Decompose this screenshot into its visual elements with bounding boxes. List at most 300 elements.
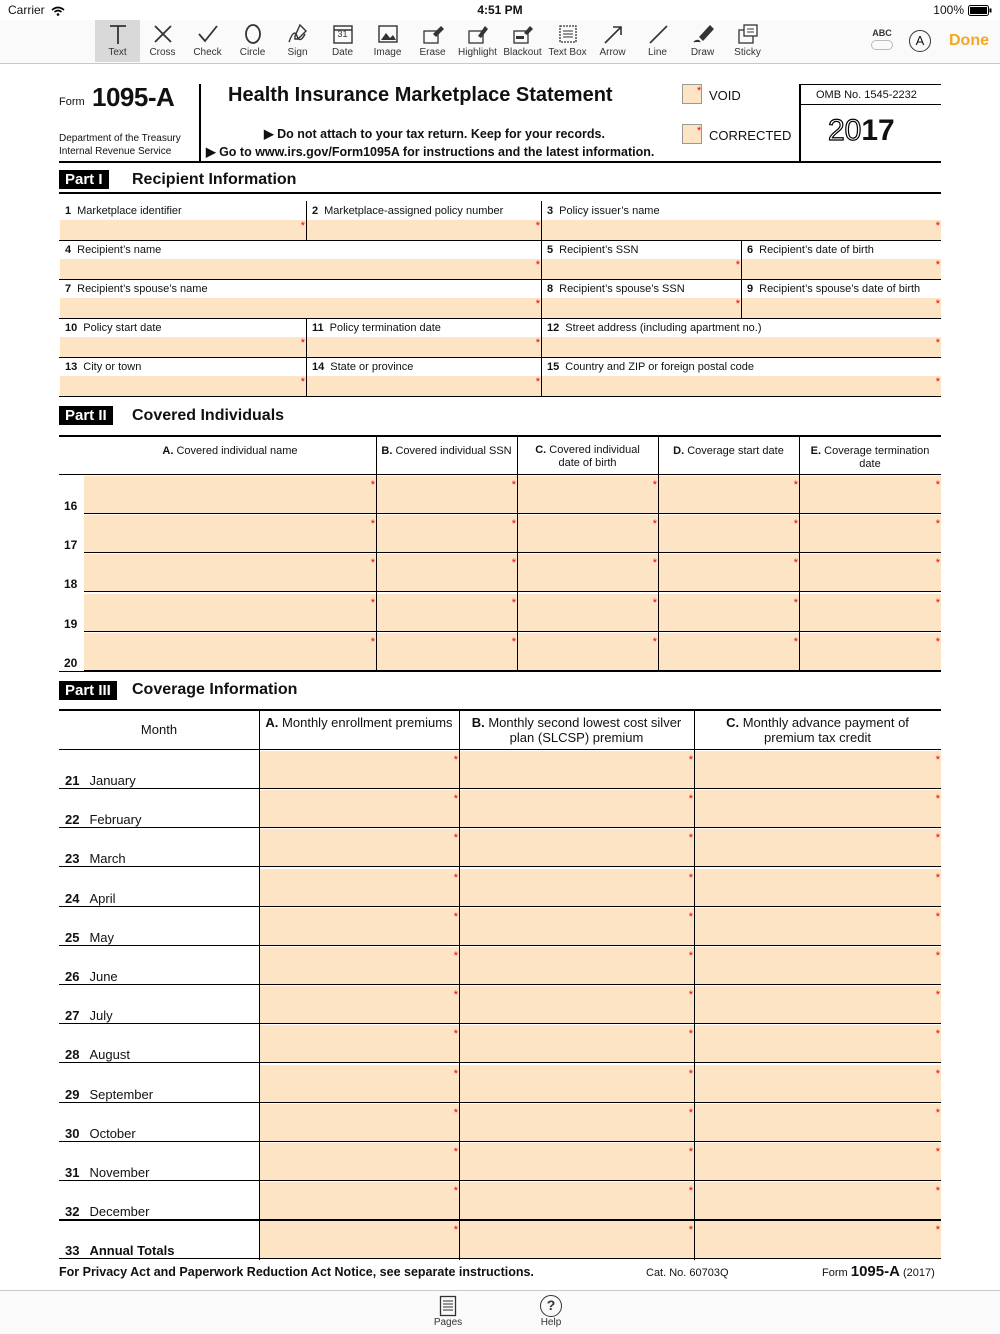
divider [59, 279, 941, 280]
row-17-cell-a[interactable] [84, 515, 376, 552]
erase-tool-label: Erase [419, 47, 446, 58]
required-marker: * [688, 1028, 693, 1041]
row-17-cell-e[interactable] [800, 515, 941, 552]
corrected-checkbox[interactable] [682, 124, 702, 144]
row-18-cell-e[interactable] [800, 554, 941, 591]
column-header-e: E. Coverage termination date [810, 445, 930, 470]
field-12-label: 12 Street address (including apartment no.) [547, 322, 762, 334]
field-3-label: 3 Policy issuer’s name [547, 205, 660, 217]
bottom-toolbar [0, 1290, 1000, 1334]
highlight-tool-button[interactable] [455, 20, 500, 62]
row-20-cell-e[interactable] [800, 633, 941, 670]
month-column-header: Month [140, 722, 178, 737]
month-row-27-cell-b[interactable] [460, 986, 694, 1023]
divider [741, 240, 742, 280]
form-1095a [0, 64, 1000, 1290]
form-title: Health Insurance Marketplace Statement [228, 84, 613, 106]
blackout-icon [511, 22, 535, 46]
erase-tool-button[interactable] [410, 20, 455, 62]
month-row-32-cell-a[interactable] [260, 1182, 459, 1219]
text-box-tool-button[interactable] [545, 20, 590, 62]
date-tool-label: Date [331, 47, 354, 58]
divider [59, 866, 941, 867]
divider [541, 240, 542, 280]
coverage-header-c: C. Monthly advance payment of premium tax credit [726, 715, 909, 745]
instruction-link: ▶ Go to www.irs.gov/Form1095A for instructions and the latest information. [206, 145, 655, 159]
required-marker: * [511, 557, 516, 570]
required-marker: * [370, 557, 375, 570]
text-box-icon [556, 22, 580, 46]
divider [84, 552, 941, 553]
blackout-tool-label: Blackout [503, 47, 542, 58]
required-marker: * [935, 1185, 940, 1198]
divider [306, 357, 307, 397]
help-icon: ? [540, 1295, 562, 1317]
divider [59, 1258, 941, 1259]
field-6-label: 6 Recipient’s date of birth [747, 244, 874, 256]
month-row-23-cell-a[interactable] [260, 829, 459, 866]
line-tool-label: Line [648, 47, 667, 58]
field-1-input[interactable] [60, 220, 306, 240]
required-marker: * [453, 1067, 458, 1080]
field-9-input[interactable] [742, 298, 941, 318]
image-tool-label: Image [373, 47, 402, 58]
month-row-32-cell-b[interactable] [460, 1182, 694, 1219]
sticky-icon [736, 22, 760, 46]
month-row-22-label: 22 February [65, 812, 142, 828]
divider [59, 396, 941, 397]
month-row-32-cell-c[interactable] [695, 1182, 941, 1219]
month-row-27-cell-a[interactable] [260, 986, 459, 1023]
required-marker: * [688, 832, 693, 845]
row-19-cell-e[interactable] [800, 594, 941, 631]
month-row-33-cell-b[interactable] [460, 1221, 694, 1258]
part3-tag: Part III [59, 681, 117, 700]
row-18-number: 18 [64, 577, 78, 592]
check-icon [196, 22, 220, 46]
row-17-cell-b[interactable] [377, 515, 517, 552]
divider [59, 474, 941, 475]
month-row-32-label: 32 December [65, 1204, 150, 1220]
month-row-23-cell-b[interactable] [460, 829, 694, 866]
required-marker: * [935, 635, 940, 648]
required-marker: * [453, 754, 458, 766]
month-row-24-cell-b[interactable] [460, 869, 694, 906]
required-marker: * [688, 1106, 693, 1119]
text-icon [106, 22, 130, 46]
divider [84, 513, 941, 514]
required-marker: * [935, 1146, 940, 1158]
divider [59, 788, 941, 789]
irs-label: Internal Revenue Service [59, 146, 172, 157]
required-marker: * [735, 298, 740, 310]
spellcheck-toggle[interactable]: ABC [866, 28, 898, 50]
row-19-cell-b[interactable] [377, 594, 517, 631]
omb-number: OMB No. 1545-2232 [816, 89, 917, 101]
done-button[interactable]: Done [949, 32, 989, 49]
required-marker: * [300, 376, 305, 388]
divider [59, 709, 941, 711]
arrow-tool-button[interactable] [590, 20, 635, 62]
month-row-25-cell-a[interactable] [260, 908, 459, 945]
month-row-33-label: 33 Annual Totals [65, 1243, 175, 1259]
field-5-input[interactable] [542, 259, 741, 279]
row-17-number: 17 [64, 538, 78, 553]
divider [59, 906, 941, 907]
divider [84, 631, 941, 632]
required-marker: * [511, 596, 516, 609]
required-marker: * [511, 518, 516, 531]
month-row-29-cell-b[interactable] [460, 1065, 694, 1102]
divider [199, 84, 201, 162]
status-bar [0, 0, 1000, 20]
row-16-cell-b[interactable] [377, 476, 517, 513]
required-marker: * [652, 479, 657, 491]
part1-title: Recipient Information [132, 171, 297, 188]
line-tool-button[interactable] [635, 20, 680, 62]
arrow-icon [601, 22, 625, 46]
month-row-30-cell-a[interactable] [260, 1104, 459, 1141]
month-row-28-cell-c[interactable] [695, 1025, 941, 1062]
circle-tool-button[interactable] [230, 20, 275, 62]
row-16-cell-c[interactable] [518, 476, 658, 513]
month-row-24-label: 24 April [65, 890, 116, 906]
field-15-input[interactable] [542, 376, 941, 396]
sticky-tool-label: Sticky [734, 47, 761, 58]
required-marker: * [688, 1146, 693, 1158]
required-marker: * [370, 596, 375, 609]
annotation-toolbar [0, 20, 1000, 64]
check-tool-label: Check [193, 47, 222, 58]
cross-tool-button[interactable] [140, 20, 185, 62]
row-18-cell-a[interactable] [84, 554, 376, 591]
divider [59, 945, 941, 946]
divider [59, 435, 941, 437]
part2-title: Covered Individuals [132, 407, 285, 424]
date-tool-button[interactable] [320, 20, 365, 62]
field-4-label: 4 Recipient’s name [65, 244, 162, 256]
required-marker: * [935, 1067, 940, 1080]
required-marker: * [453, 1224, 458, 1237]
required-marker: * [370, 479, 375, 491]
sign-tool-label: Sign [287, 47, 308, 58]
month-row-22-cell-b[interactable] [460, 790, 694, 827]
date-icon-day: 31 [337, 29, 348, 39]
required-marker: * [935, 754, 940, 766]
divider [541, 201, 542, 241]
month-row-28-cell-a[interactable] [260, 1025, 459, 1062]
column-header-d: D. Coverage start date [673, 445, 784, 457]
month-row-26-cell-b[interactable] [460, 947, 694, 984]
row-18-cell-d[interactable] [659, 554, 799, 591]
required-marker: * [935, 220, 940, 232]
month-row-29-label: 29 September [65, 1086, 154, 1102]
field-13-input[interactable] [60, 376, 306, 396]
blackout-tool-button[interactable] [500, 20, 545, 62]
required-marker: * [453, 832, 458, 845]
month-row-26-cell-a[interactable] [260, 947, 459, 984]
required-marker: * [300, 220, 305, 232]
required-marker: * [453, 871, 458, 884]
month-row-31-cell-a[interactable] [260, 1143, 459, 1180]
field-13-label: 13 City or town [65, 361, 142, 373]
month-row-21-cell-c[interactable] [695, 751, 941, 788]
required-marker: * [935, 950, 940, 962]
divider [59, 1141, 941, 1142]
required-marker: * [688, 793, 693, 806]
sign-icon [286, 22, 310, 46]
carrier-label: Carrier [8, 3, 65, 17]
battery-status: 100% [933, 3, 992, 17]
field-5-label: 5 Recipient’s SSN [547, 244, 639, 256]
required-marker: * [793, 479, 798, 491]
month-row-31-cell-b[interactable] [460, 1143, 694, 1180]
month-row-30-label: 30 October [65, 1125, 136, 1141]
row-17-cell-c[interactable] [518, 515, 658, 552]
required-marker: * [652, 557, 657, 570]
month-row-30-cell-b[interactable] [460, 1104, 694, 1141]
required-marker: * [370, 635, 375, 648]
month-row-24-cell-c[interactable] [695, 869, 941, 906]
required-marker: * [935, 518, 940, 531]
row-16-cell-d[interactable] [659, 476, 799, 513]
row-17-cell-d[interactable] [659, 515, 799, 552]
row-16-cell-e[interactable] [800, 476, 941, 513]
month-row-21-cell-a[interactable] [260, 751, 459, 788]
void-label: VOID [709, 88, 741, 103]
required-marker: * [935, 832, 940, 845]
draw-tool-label: Draw [690, 47, 715, 58]
divider [59, 1180, 941, 1181]
required-marker: * [535, 220, 540, 232]
erase-icon [421, 22, 445, 46]
highlight-icon [466, 22, 490, 46]
required-marker: * [535, 298, 540, 310]
line-icon [646, 22, 670, 46]
required-marker: * [652, 596, 657, 609]
month-row-33-cell-a[interactable] [260, 1221, 459, 1258]
month-row-22-cell-c[interactable] [695, 790, 941, 827]
coverage-header-b: B. Monthly second lowest cost silver plan (SLCSP) premium [471, 715, 682, 745]
divider [799, 84, 801, 162]
highlight-tool-label: Highlight [458, 47, 497, 58]
required-marker: * [935, 298, 940, 310]
row-20-cell-c[interactable] [518, 633, 658, 670]
required-marker: * [652, 635, 657, 648]
month-row-31-cell-c[interactable] [695, 1143, 941, 1180]
month-row-29-cell-c[interactable] [695, 1065, 941, 1102]
part2-tag: Part II [59, 406, 113, 425]
field-10-input[interactable] [60, 337, 306, 357]
part1-tag: Part I [59, 170, 109, 189]
pages-icon [438, 1295, 458, 1317]
divider [59, 192, 941, 194]
required-marker: * [453, 1028, 458, 1041]
required-marker: * [688, 1185, 693, 1198]
required-marker: * [935, 793, 940, 806]
help-button[interactable]: ? Help [540, 1297, 562, 1328]
required-marker: * [935, 337, 940, 349]
divider [59, 1023, 941, 1024]
footer-form-id: Form 1095-A (2017) [822, 1263, 935, 1280]
row-19-cell-d[interactable] [659, 594, 799, 631]
month-row-33-cell-c[interactable] [695, 1221, 941, 1258]
month-row-27-label: 27 July [65, 1008, 113, 1024]
circle-icon [241, 22, 265, 46]
image-icon [376, 22, 400, 46]
required-marker: * [697, 85, 702, 97]
required-marker: * [688, 1067, 693, 1080]
tax-year: 2017 [828, 114, 895, 147]
month-row-29-cell-a[interactable] [260, 1065, 459, 1102]
row-20-cell-d[interactable] [659, 633, 799, 670]
month-row-28-label: 28 August [65, 1047, 130, 1063]
field-7-input[interactable] [60, 298, 541, 318]
field-7-label: 7 Recipient’s spouse’s name [65, 283, 208, 295]
row-16-number: 16 [64, 499, 78, 513]
required-marker: * [535, 259, 540, 271]
required-marker: * [688, 910, 693, 923]
row-20-number: 20 [64, 655, 78, 670]
required-marker: * [935, 479, 940, 491]
divider [59, 161, 941, 163]
field-4-input[interactable] [60, 259, 541, 279]
month-row-21-cell-b[interactable] [460, 751, 694, 788]
divider [799, 84, 941, 85]
divider [306, 318, 307, 358]
required-marker: * [793, 596, 798, 609]
divider [59, 357, 941, 358]
month-row-25-cell-b[interactable] [460, 908, 694, 945]
required-marker: * [935, 557, 940, 570]
cross-tool-label: Cross [149, 47, 176, 58]
required-marker: * [935, 259, 940, 271]
divider [59, 749, 941, 750]
instruction-note: ▶ Do not attach to your tax return. Keep for your records. [264, 127, 605, 141]
field-2-input[interactable] [307, 220, 541, 240]
field-10-label: 10 Policy start date [65, 322, 162, 334]
month-row-26-cell-c[interactable] [695, 947, 941, 984]
required-marker: * [535, 376, 540, 388]
divider [59, 671, 941, 672]
arrow-tool-label: Arrow [599, 47, 626, 58]
sign-tool-button[interactable] [275, 20, 320, 62]
month-row-31-label: 31 November [65, 1165, 150, 1180]
month-row-24-cell-a[interactable] [260, 869, 459, 906]
required-marker: * [535, 337, 540, 349]
required-marker: * [453, 793, 458, 806]
required-marker: * [935, 910, 940, 923]
required-marker: * [935, 1224, 940, 1237]
column-header-a: A. Covered individual name [162, 445, 298, 457]
row-19-cell-c[interactable] [518, 594, 658, 631]
month-row-22-cell-a[interactable] [260, 790, 459, 827]
required-marker: * [688, 871, 693, 884]
required-marker: * [935, 871, 940, 884]
catalog-number: Cat. No. 60703Q [646, 1267, 729, 1279]
row-16-cell-a[interactable] [84, 476, 376, 513]
required-marker: * [793, 635, 798, 648]
required-marker: * [453, 1185, 458, 1198]
draw-tool-button[interactable] [680, 20, 725, 62]
divider [59, 318, 941, 319]
required-marker: * [935, 1028, 940, 1041]
field-6-input[interactable] [742, 259, 941, 279]
divider [541, 279, 542, 319]
pages-button[interactable]: Pages [423, 1295, 473, 1328]
corrected-label: CORRECTED [709, 128, 792, 143]
field-8-input[interactable] [542, 298, 741, 318]
divider [59, 240, 941, 241]
text-tool-button[interactable] [95, 20, 140, 62]
accessibility-icon[interactable]: A [909, 30, 931, 52]
required-marker: * [697, 125, 702, 137]
field-14-input[interactable] [307, 376, 541, 396]
divider [541, 318, 542, 358]
clock: 4:51 PM [477, 3, 523, 17]
required-marker: * [793, 557, 798, 570]
row-18-cell-c[interactable] [518, 554, 658, 591]
month-row-21-label: 21 January [65, 773, 136, 788]
field-11-input[interactable] [307, 337, 541, 357]
coverage-header-a: A. Monthly enrollment premiums [265, 715, 453, 730]
required-marker: * [688, 1224, 693, 1237]
required-marker: * [300, 337, 305, 349]
required-marker: * [453, 989, 458, 1002]
required-marker: * [688, 754, 693, 766]
required-marker: * [453, 950, 458, 962]
required-marker: * [370, 518, 375, 531]
image-tool-button[interactable] [365, 20, 410, 62]
privacy-notice: For Privacy Act and Paperwork Reduction Act Notice, see separate instructions. [59, 1265, 534, 1279]
month-row-23-label: 23 March [65, 851, 126, 867]
month-row-25-cell-c[interactable] [695, 908, 941, 945]
field-9-label: 9 Recipient’s spouse’s date of birth [747, 283, 921, 295]
required-marker: * [688, 989, 693, 1002]
row-18-cell-b[interactable] [377, 554, 517, 591]
month-row-23-cell-c[interactable] [695, 829, 941, 866]
field-12-input[interactable] [542, 337, 941, 357]
circle-tool-label: Circle [239, 47, 266, 58]
form-word: Form [59, 96, 85, 108]
required-marker: * [935, 1106, 940, 1119]
month-row-27-cell-c[interactable] [695, 986, 941, 1023]
required-marker: * [935, 989, 940, 1002]
row-20-cell-a[interactable] [84, 633, 376, 670]
month-row-25-label: 25 May [65, 929, 115, 945]
check-tool-button[interactable] [185, 20, 230, 62]
required-marker: * [453, 910, 458, 923]
column-header-c: C. Covered individual date of birth [535, 444, 640, 469]
field-3-input[interactable] [542, 220, 941, 240]
required-marker: * [652, 518, 657, 531]
month-row-30-cell-c[interactable] [695, 1104, 941, 1141]
text-tool-label: Text [108, 47, 127, 58]
row-20-cell-b[interactable] [377, 633, 517, 670]
toggle-switch[interactable] [871, 40, 893, 50]
void-checkbox[interactable] [682, 84, 702, 104]
month-row-26-label: 26 June [65, 969, 118, 984]
row-19-cell-a[interactable] [84, 594, 376, 631]
department-label: Department of the Treasury [59, 133, 181, 144]
field-11-label: 11 Policy termination date [312, 322, 441, 334]
month-row-28-cell-b[interactable] [460, 1025, 694, 1062]
sticky-tool-button[interactable] [725, 20, 770, 62]
divider [541, 357, 542, 397]
required-marker: * [935, 376, 940, 388]
field-15-label: 15 Country and ZIP or foreign postal code [547, 361, 754, 373]
field-14-label: 14 State or province [312, 361, 414, 373]
